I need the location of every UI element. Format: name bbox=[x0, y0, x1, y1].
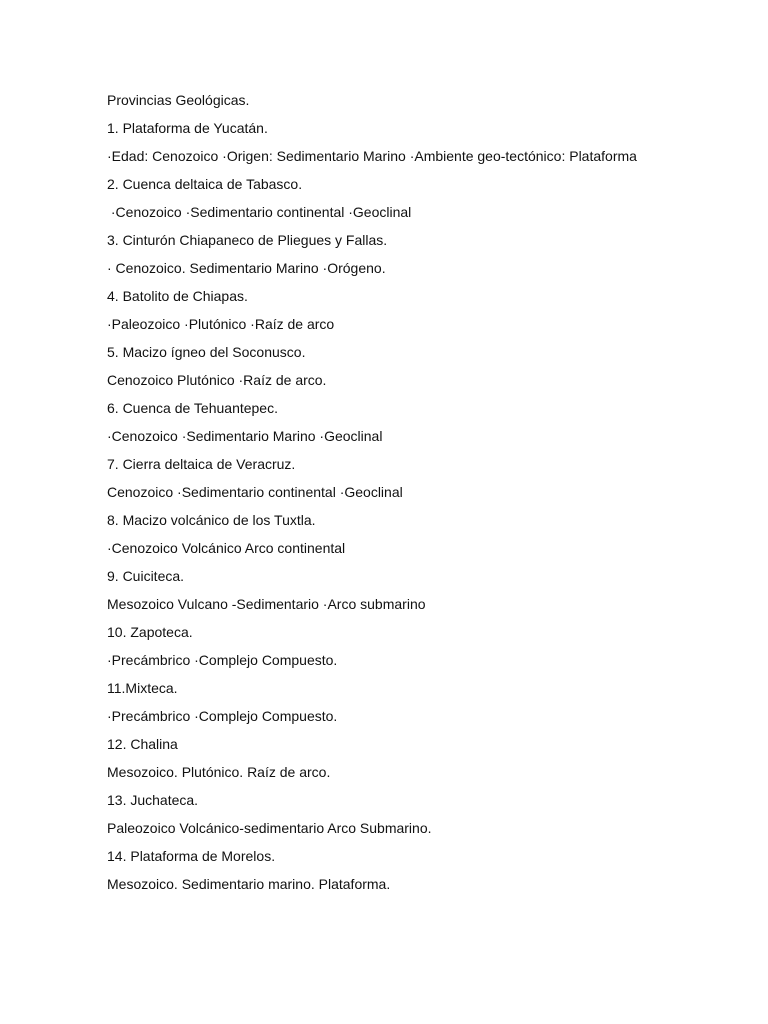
province-description: · Cenozoico. Sedimentario Marino ·Orógeno. bbox=[107, 260, 386, 276]
province-description: Cenozoico ·Sedimentario continental ·Geoclinal bbox=[107, 484, 403, 500]
province-heading: 7. Cierra deltaica de Veracruz. bbox=[107, 456, 296, 472]
province-heading: 5. Macizo ígneo del Soconusco. bbox=[107, 344, 306, 360]
province-heading: 14. Plataforma de Morelos. bbox=[107, 848, 276, 864]
province-description: Cenozoico Plutónico ·Raíz de arco. bbox=[107, 372, 327, 388]
province-heading: 10. Zapoteca. bbox=[107, 624, 193, 640]
province-heading: 1. Plataforma de Yucatán. bbox=[107, 120, 268, 136]
province-description: ·Precámbrico ·Complejo Compuesto. bbox=[107, 708, 338, 724]
province-description: Mesozoico. Plutónico. Raíz de arco. bbox=[107, 764, 331, 780]
province-description: ·Cenozoico Volcánico Arco continental bbox=[107, 540, 346, 556]
province-heading: 12. Chalina bbox=[107, 736, 178, 752]
province-description: ·Cenozoico ·Sedimentario continental ·Geoclinal bbox=[107, 204, 412, 220]
province-description: ·Paleozoico ·Plutónico ·Raíz de arco bbox=[107, 316, 335, 332]
province-description: ·Cenozoico ·Sedimentario Marino ·Geoclinal bbox=[107, 428, 383, 444]
province-description: ·Precámbrico ·Complejo Compuesto. bbox=[107, 652, 338, 668]
province-description: Mesozoico. Sedimentario marino. Plataforma. bbox=[107, 876, 391, 892]
province-heading: 3. Cinturón Chiapaneco de Pliegues y Fallas. bbox=[107, 232, 388, 248]
province-description: Mesozoico Vulcano -Sedimentario ·Arco submarino bbox=[107, 596, 426, 612]
province-heading: 11.Mixteca. bbox=[107, 680, 178, 696]
province-heading: 9. Cuiciteca. bbox=[107, 568, 185, 584]
document-body bbox=[107, 90, 727, 902]
province-heading: 8. Macizo volcánico de los Tuxtla. bbox=[107, 512, 316, 528]
province-description: Paleozoico Volcánico-sedimentario Arco Submarino. bbox=[107, 820, 432, 836]
province-heading: 6. Cuenca de Tehuantepec. bbox=[107, 400, 278, 416]
province-heading: 4. Batolito de Chiapas. bbox=[107, 288, 248, 304]
province-description: ·Edad: Cenozoico ·Origen: Sedimentario Marino ·Ambiente geo-tectónico: Plataforma bbox=[107, 148, 637, 164]
province-heading: 13. Juchateca. bbox=[107, 792, 199, 808]
document-title: Provincias Geológicas. bbox=[107, 92, 250, 108]
province-heading: 2. Cuenca deltaica de Tabasco. bbox=[107, 176, 303, 192]
